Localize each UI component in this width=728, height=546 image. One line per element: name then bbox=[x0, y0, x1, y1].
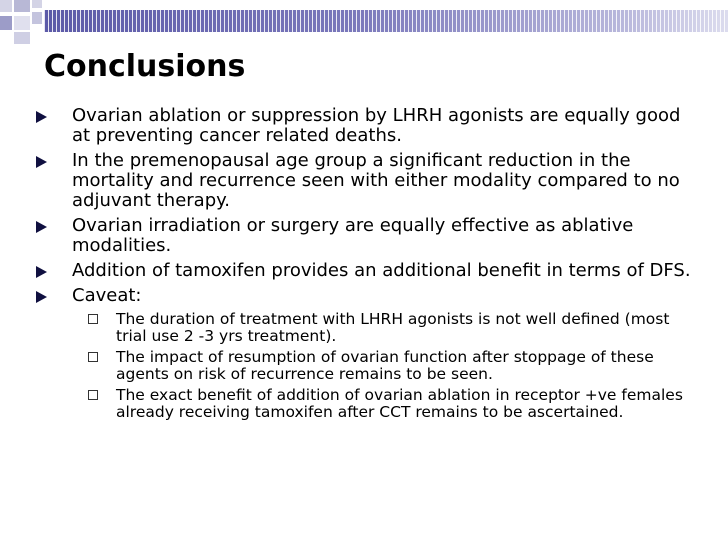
bullet-item bbox=[36, 286, 696, 306]
sub-bullet-item bbox=[36, 387, 696, 421]
sub-bullet-list bbox=[36, 311, 696, 421]
bullet-arrow-icon bbox=[36, 266, 47, 278]
hollow-square-bullet-icon bbox=[88, 314, 98, 324]
sub-bullet-item bbox=[36, 311, 696, 345]
bullet-arrow-icon bbox=[36, 156, 47, 168]
bullet-item bbox=[36, 151, 696, 211]
bullet-item bbox=[36, 261, 696, 281]
bullet-text: Addition of tamoxifen provides an additional benefit in terms of DFS. bbox=[72, 260, 691, 281]
bullet-text: Caveat: bbox=[72, 285, 142, 306]
bullet-arrow-icon bbox=[36, 111, 47, 123]
header-decoration bbox=[0, 0, 728, 46]
sub-bullet-text: The exact benefit of addition of ovarian ablation in receptor +ve females already receiving tamoxifen after CCT remains to be ascertained. bbox=[116, 386, 683, 421]
bullet-arrow-icon bbox=[36, 221, 47, 233]
bullet-arrow-icon bbox=[36, 291, 47, 303]
bullet-list bbox=[36, 106, 696, 425]
bullet-item bbox=[36, 106, 696, 146]
slide-title: Conclusions bbox=[44, 49, 246, 84]
bullet-text: Ovarian ablation or suppression by LHRH agonists are equally good at preventing cancer related deaths. bbox=[72, 105, 681, 146]
sub-bullet-item bbox=[36, 349, 696, 383]
striped-band bbox=[44, 10, 728, 32]
hollow-square-bullet-icon bbox=[88, 352, 98, 362]
sub-bullet-text: The duration of treatment with LHRH agonists is not well defined (most trial use 2 -3 yrs treatment). bbox=[116, 310, 670, 345]
sub-bullet-text: The impact of resumption of ovarian function after stoppage of these agents on risk of recurrence remains to be seen. bbox=[116, 348, 654, 383]
bullet-item bbox=[36, 216, 696, 256]
bullet-text: In the premenopausal age group a significant reduction in the mortality and recurrence seen with either modality compared to no adjuvant therapy. bbox=[72, 150, 680, 211]
hollow-square-bullet-icon bbox=[88, 390, 98, 400]
bullet-text: Ovarian irradiation or surgery are equally effective as ablative modalities. bbox=[72, 215, 634, 256]
